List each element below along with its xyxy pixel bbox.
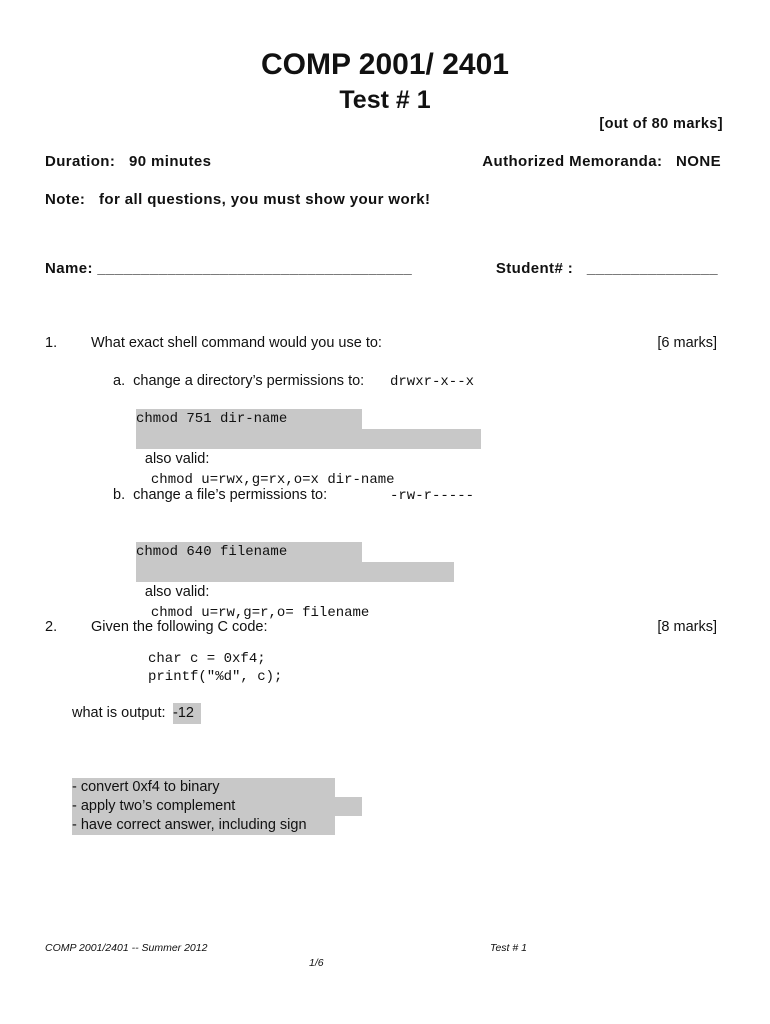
footer-course: COMP 2001/2401 -- Summer 2012 (45, 942, 208, 954)
rubric-item: - have correct answer, including sign (72, 816, 335, 835)
subquestion-b-permissions: -rw-r----- (390, 488, 475, 504)
answer-a-alternate (136, 429, 481, 488)
authorized-memoranda: Authorized Memoranda: NONE (482, 153, 721, 170)
answer-b-alternate (136, 562, 454, 621)
question-marks: [8 marks] (657, 619, 717, 635)
answer-b-alternate-label: also valid: (144, 584, 210, 600)
question-number: 1. (45, 335, 58, 351)
footer-test: Test # 1 (490, 942, 527, 954)
page-number: 1/6 (309, 957, 324, 969)
answer-b-alternate-command: chmod u=rw,g=r,o= filename (150, 605, 370, 621)
answer-a-primary: chmod 751 dir-name (136, 409, 362, 429)
output-label: what is output: (72, 705, 166, 721)
question-number: 2. (45, 619, 58, 635)
total-marks: [out of 80 marks] (599, 116, 723, 132)
code-line-2: printf("%d", c); (148, 669, 283, 685)
answer-a-alternate-label: also valid: (144, 451, 210, 467)
name-field: Name: ____________________________________ (45, 260, 413, 277)
rubric-item: - apply two’s complement (72, 797, 362, 816)
duration: Duration: 90 minutes (45, 153, 212, 170)
answer-b-primary: chmod 640 filename (136, 542, 362, 562)
subquestion-a-label: a. change a directory’s permissions to: (113, 373, 365, 389)
question-prompt: What exact shell command would you use to: (91, 335, 382, 351)
test-title: Test # 1 (339, 86, 431, 114)
note: Note: for all questions, you must show your work! (45, 191, 431, 208)
output-answer: -12 (173, 703, 201, 724)
course-title: COMP 2001/ 2401 (261, 48, 509, 81)
answer-a-alternate-command: chmod u=rwx,g=rx,o=x dir-name (150, 472, 395, 488)
subquestion-a-permissions: drwxr-x--x (390, 374, 475, 390)
question-marks: [6 marks] (657, 335, 717, 351)
question-prompt: Given the following C code: (91, 619, 268, 635)
student-number-field: Student# : _______________ (495, 260, 718, 277)
rubric-item: - convert 0xf4 to binary (72, 778, 335, 797)
subquestion-b-label: b. change a file’s permissions to: (113, 487, 328, 503)
code-line-1: char c = 0xf4; (148, 651, 266, 667)
